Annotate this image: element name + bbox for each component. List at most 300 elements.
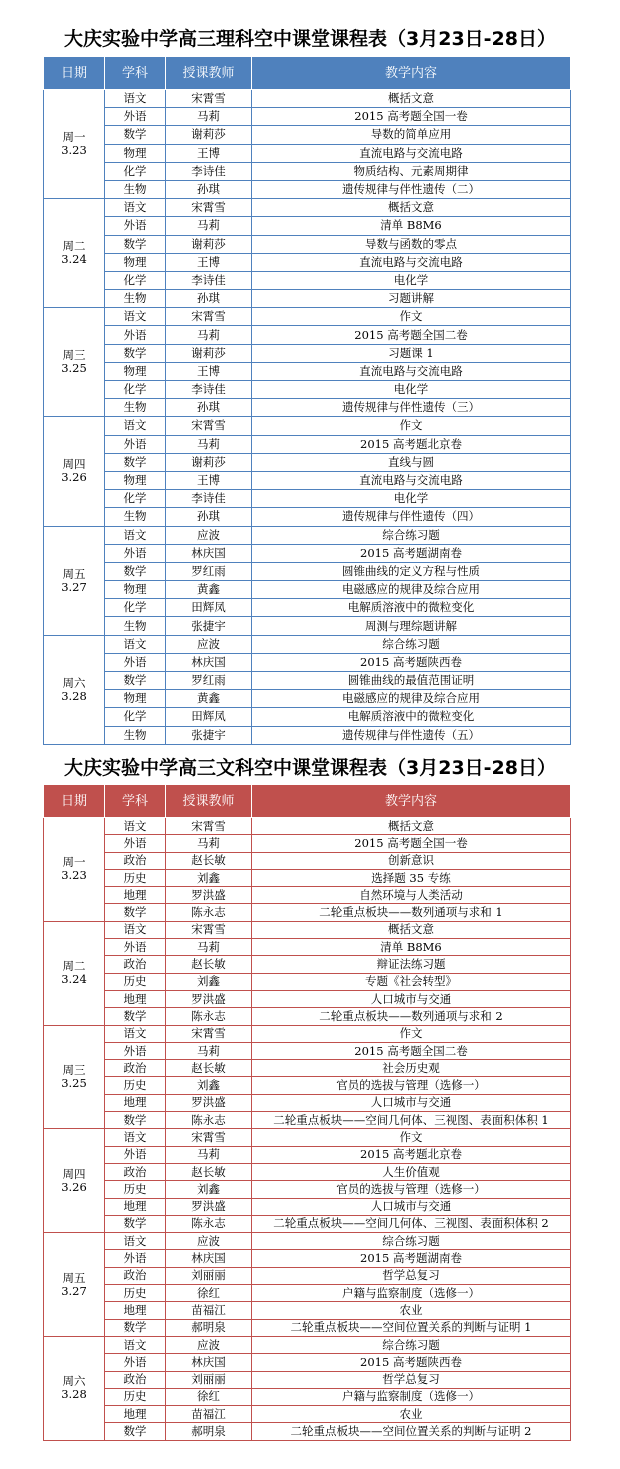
subject-cell: 外语 [105,653,166,671]
table-row [44,471,571,489]
content-cell: 人口城市与交通 [252,1094,571,1111]
table-row [44,453,571,471]
arts-title: 大庆实验中学高三文科空中课堂课程表（3月23日-28日） [64,757,556,779]
teacher-cell: 田辉凤 [166,599,252,617]
table-row [44,126,571,144]
teacher-cell: 马莉 [166,1146,252,1163]
date-label: 3.26 [61,470,87,485]
table-row [44,1129,571,1146]
teacher-cell: 赵长敏 [166,852,252,869]
teacher-cell: 王博 [166,144,252,162]
teacher-cell: 陈永志 [166,1112,252,1129]
teacher-cell: 张捷宇 [166,726,252,744]
content-cell: 户籍与监察制度（选修一） [252,1285,571,1302]
teacher-cell: 宋霄雪 [166,199,252,217]
table-row [44,690,571,708]
content-cell: 二轮重点板块——数列通项与求和 1 [252,904,571,921]
teacher-cell: 应波 [166,1336,252,1353]
teacher-cell: 罗洪盛 [166,887,252,904]
teacher-cell: 罗洪盛 [166,1198,252,1215]
teacher-cell: 张捷宇 [166,617,252,635]
table-row [44,973,571,990]
teacher-cell: 马莉 [166,835,252,852]
table-row [44,635,571,653]
table-row [44,253,571,271]
subject-cell: 生物 [105,617,166,635]
table-row [44,1302,571,1319]
science-schedule-table [43,56,571,745]
teacher-cell: 谢莉莎 [166,453,252,471]
content-cell: 导数与函数的零点 [252,235,571,253]
content-cell: 选择题 35 专练 [252,869,571,886]
content-cell: 人生价值观 [252,1163,571,1180]
arts-table-body [44,818,571,1441]
table-row [44,162,571,180]
content-cell: 概括文意 [252,921,571,938]
teacher-cell: 孙琪 [166,180,252,198]
header-subject: 学科 [105,57,166,90]
teacher-cell: 应波 [166,526,252,544]
teacher-cell: 马莉 [166,217,252,235]
content-cell: 综合练习题 [252,526,571,544]
day-cell [44,90,105,199]
subject-cell: 外语 [105,835,166,852]
header-teacher: 授课教师 [166,57,252,90]
subject-cell: 生物 [105,180,166,198]
science-table-body [44,90,571,745]
teacher-cell: 陈永志 [166,1215,252,1232]
table-row [44,435,571,453]
content-cell: 哲学总复习 [252,1371,571,1388]
teacher-cell: 林庆国 [166,653,252,671]
teacher-cell: 刘鑫 [166,1077,252,1094]
content-cell: 遗传规律与伴性遗传（五） [252,726,571,744]
teacher-cell: 刘丽丽 [166,1267,252,1284]
teacher-cell: 赵长敏 [166,956,252,973]
subject-cell: 数学 [105,562,166,580]
subject-cell: 数学 [105,126,166,144]
content-cell: 人口城市与交通 [252,1198,571,1215]
subject-cell: 地理 [105,887,166,904]
day-cell [44,818,105,922]
teacher-cell: 马莉 [166,1042,252,1059]
content-cell: 电磁感应的规律及综合应用 [252,581,571,599]
table-row [44,1250,571,1267]
subject-cell: 数学 [105,904,166,921]
content-cell: 2015 高考题全国二卷 [252,1042,571,1059]
teacher-cell: 马莉 [166,108,252,126]
teacher-cell: 宋霄雪 [166,1129,252,1146]
weekday-label: 周三 [62,348,86,363]
table-row [44,1285,571,1302]
content-cell: 概括文意 [252,818,571,835]
weekday-label: 周五 [62,566,86,581]
table-row [44,180,571,198]
subject-cell: 语文 [105,417,166,435]
header-subject: 学科 [105,785,166,818]
teacher-cell: 王博 [166,471,252,489]
content-cell: 2015 高考题北京卷 [252,1146,571,1163]
table-row [44,508,571,526]
table-row [44,1198,571,1215]
content-cell: 遗传规律与伴性遗传（四） [252,508,571,526]
subject-cell: 语文 [105,921,166,938]
header-teacher: 授课教师 [166,785,252,818]
table-row [44,526,571,544]
teacher-cell: 孙琪 [166,508,252,526]
table-row [44,672,571,690]
content-cell: 综合练习题 [252,1336,571,1353]
subject-cell: 历史 [105,1388,166,1405]
subject-cell: 语文 [105,1025,166,1042]
content-cell: 2015 高考题全国二卷 [252,326,571,344]
table-row [44,1371,571,1388]
subject-cell: 历史 [105,1285,166,1302]
subject-cell: 化学 [105,490,166,508]
table-row [44,544,571,562]
content-cell: 直线与圆 [252,453,571,471]
teacher-cell: 黄鑫 [166,690,252,708]
arts-schedule-table [43,784,571,1441]
table-row [44,653,571,671]
subject-cell: 语文 [105,1336,166,1353]
weekday-label: 周四 [62,457,86,472]
table-row [44,362,571,380]
content-cell: 概括文意 [252,90,571,108]
content-cell: 作文 [252,417,571,435]
table-row [44,144,571,162]
subject-cell: 物理 [105,471,166,489]
teacher-cell: 应波 [166,635,252,653]
content-cell: 遗传规律与伴性遗传（三） [252,399,571,417]
day-cell [44,526,105,635]
content-cell: 直流电路与交流电路 [252,144,571,162]
subject-cell: 生物 [105,399,166,417]
teacher-cell: 徐红 [166,1285,252,1302]
table-row [44,990,571,1007]
subject-cell: 外语 [105,1354,166,1371]
table-row [44,562,571,580]
subject-cell: 外语 [105,1250,166,1267]
table-row [44,1094,571,1111]
table-row [44,1060,571,1077]
content-cell: 自然环境与人类活动 [252,887,571,904]
content-cell: 官员的选拔与管理（选修一） [252,1077,571,1094]
date-label: 3.23 [61,143,87,158]
teacher-cell: 徐红 [166,1388,252,1405]
content-cell: 二轮重点板块——空间几何体、三视图、表面积体积 2 [252,1215,571,1232]
subject-cell: 数学 [105,1008,166,1025]
subject-cell: 数学 [105,453,166,471]
table-row [44,1336,571,1353]
day-cell [44,1233,105,1337]
subject-cell: 数学 [105,1215,166,1232]
teacher-cell: 马莉 [166,939,252,956]
table-row [44,956,571,973]
table-row [44,617,571,635]
subject-cell: 物理 [105,690,166,708]
content-cell: 哲学总复习 [252,1267,571,1284]
subject-cell: 政治 [105,1163,166,1180]
teacher-cell: 田辉凤 [166,708,252,726]
table-row [44,581,571,599]
subject-cell: 数学 [105,1319,166,1336]
subject-cell: 语文 [105,1233,166,1250]
content-cell: 电解质溶液中的微粒变化 [252,599,571,617]
teacher-cell: 谢莉莎 [166,344,252,362]
table-row [44,1354,571,1371]
content-cell: 圆锥曲线的定义方程与性质 [252,562,571,580]
content-cell: 2015 高考题全国一卷 [252,108,571,126]
table-row [44,108,571,126]
day-cell [44,308,105,417]
table-row [44,199,571,217]
table-row [44,235,571,253]
subject-cell: 历史 [105,869,166,886]
subject-cell: 外语 [105,435,166,453]
science-title: 大庆实验中学高三理科空中课堂课程表（3月23日-28日） [64,28,556,50]
content-cell: 电磁感应的规律及综合应用 [252,690,571,708]
table-row [44,1025,571,1042]
subject-cell: 化学 [105,162,166,180]
content-cell: 导数的简单应用 [252,126,571,144]
teacher-cell: 刘鑫 [166,869,252,886]
subject-cell: 历史 [105,1181,166,1198]
table-row [44,1146,571,1163]
teacher-cell: 孙琪 [166,290,252,308]
teacher-cell: 林庆国 [166,1250,252,1267]
date-label: 3.26 [61,1179,87,1194]
header-content: 教学内容 [252,57,571,90]
content-cell: 二轮重点板块——数列通项与求和 2 [252,1008,571,1025]
teacher-cell: 李诗佳 [166,381,252,399]
subject-cell: 数学 [105,672,166,690]
subject-cell: 外语 [105,544,166,562]
subject-cell: 政治 [105,1371,166,1388]
table-row [44,1077,571,1094]
date-label: 3.23 [61,868,87,883]
header-date: 日期 [44,57,105,90]
day-cell [44,417,105,526]
content-cell: 创新意识 [252,852,571,869]
science-table-header [44,57,571,90]
teacher-cell: 苗福江 [166,1302,252,1319]
content-cell: 2015 高考题湖南卷 [252,544,571,562]
subject-cell: 语文 [105,818,166,835]
teacher-cell: 宋霄雪 [166,308,252,326]
teacher-cell: 宋霄雪 [166,818,252,835]
teacher-cell: 马莉 [166,435,252,453]
weekday-label: 周四 [62,1166,86,1181]
teacher-cell: 王博 [166,253,252,271]
content-cell: 电化学 [252,271,571,289]
subject-cell: 物理 [105,144,166,162]
arts-table-header [44,785,571,818]
content-cell: 电化学 [252,490,571,508]
subject-cell: 地理 [105,1406,166,1423]
teacher-cell: 刘鑫 [166,973,252,990]
subject-cell: 外语 [105,1146,166,1163]
subject-cell: 政治 [105,852,166,869]
teacher-cell: 林庆国 [166,1354,252,1371]
teacher-cell: 刘鑫 [166,1181,252,1198]
content-cell: 电化学 [252,381,571,399]
table-row [44,308,571,326]
teacher-cell: 陈永志 [166,904,252,921]
content-cell: 社会历史观 [252,1060,571,1077]
content-cell: 作文 [252,1025,571,1042]
teacher-cell: 谢莉莎 [166,235,252,253]
content-cell: 直流电路与交流电路 [252,362,571,380]
subject-cell: 政治 [105,1060,166,1077]
subject-cell: 生物 [105,726,166,744]
content-cell: 辩证法练习题 [252,956,571,973]
day-cell [44,635,105,744]
table-row [44,708,571,726]
table-row [44,1215,571,1232]
teacher-cell: 应波 [166,1233,252,1250]
table-row [44,217,571,235]
teacher-cell: 罗洪盛 [166,990,252,1007]
subject-cell: 地理 [105,1302,166,1319]
subject-cell: 地理 [105,1198,166,1215]
subject-cell: 外语 [105,1042,166,1059]
table-row [44,399,571,417]
teacher-cell: 郝明泉 [166,1319,252,1336]
teacher-cell: 宋霄雪 [166,417,252,435]
teacher-cell: 罗红雨 [166,672,252,690]
teacher-cell: 王博 [166,362,252,380]
content-cell: 清单 B8M6 [252,939,571,956]
teacher-cell: 宋霄雪 [166,921,252,938]
weekday-label: 周一 [62,130,86,145]
content-cell: 二轮重点板块——空间位置关系的判断与证明 2 [252,1423,571,1440]
content-cell: 二轮重点板块——空间位置关系的判断与证明 1 [252,1319,571,1336]
teacher-cell: 刘丽丽 [166,1371,252,1388]
subject-cell: 外语 [105,108,166,126]
content-cell: 作文 [252,308,571,326]
content-cell: 农业 [252,1406,571,1423]
teacher-cell: 林庆国 [166,544,252,562]
teacher-cell: 罗洪盛 [166,1094,252,1111]
teacher-cell: 孙琪 [166,399,252,417]
table-row [44,1423,571,1440]
date-label: 3.24 [61,252,87,267]
subject-cell: 生物 [105,508,166,526]
content-cell: 圆锥曲线的最值范围证明 [252,672,571,690]
table-row [44,1042,571,1059]
content-cell: 作文 [252,1129,571,1146]
subject-cell: 外语 [105,939,166,956]
day-cell [44,921,105,1025]
table-row [44,887,571,904]
subject-cell: 政治 [105,956,166,973]
table-row [44,1181,571,1198]
subject-cell: 历史 [105,1077,166,1094]
subject-cell: 数学 [105,344,166,362]
teacher-cell: 赵长敏 [166,1163,252,1180]
table-row [44,1163,571,1180]
weekday-label: 周二 [62,239,86,254]
subject-cell: 物理 [105,362,166,380]
content-cell: 专题《社会转型》 [252,973,571,990]
table-row [44,939,571,956]
subject-cell: 语文 [105,199,166,217]
subject-cell: 语文 [105,308,166,326]
table-row [44,90,571,108]
weekday-label: 周六 [62,675,86,690]
weekday-label: 周一 [62,855,86,870]
subject-cell: 化学 [105,708,166,726]
subject-cell: 数学 [105,1423,166,1440]
table-row [44,818,571,835]
table-row [44,1406,571,1423]
content-cell: 2015 高考题陕西卷 [252,1354,571,1371]
subject-cell: 语文 [105,90,166,108]
table-row [44,271,571,289]
weekday-label: 周五 [62,1270,86,1285]
teacher-cell: 郝明泉 [166,1423,252,1440]
teacher-cell: 李诗佳 [166,490,252,508]
date-label: 3.27 [61,579,87,594]
table-row [44,490,571,508]
content-cell: 物质结构、元素周期律 [252,162,571,180]
teacher-cell: 赵长敏 [166,1060,252,1077]
content-cell: 周测与理综题讲解 [252,617,571,635]
table-row [44,852,571,869]
table-row [44,921,571,938]
day-cell [44,1129,105,1233]
teacher-cell: 宋霄雪 [166,1025,252,1042]
table-row [44,1267,571,1284]
table-row [44,835,571,852]
teacher-cell: 黄鑫 [166,581,252,599]
content-cell: 综合练习题 [252,1233,571,1250]
content-cell: 二轮重点板块——空间几何体、三视图、表面积体积 1 [252,1112,571,1129]
content-cell: 官员的选拔与管理（选修一） [252,1181,571,1198]
content-cell: 概括文意 [252,199,571,217]
teacher-cell: 李诗佳 [166,162,252,180]
content-cell: 2015 高考题陕西卷 [252,653,571,671]
table-row [44,1319,571,1336]
teacher-cell: 李诗佳 [166,271,252,289]
subject-cell: 化学 [105,381,166,399]
table-row [44,326,571,344]
teacher-cell: 罗红雨 [166,562,252,580]
subject-cell: 语文 [105,635,166,653]
subject-cell: 物理 [105,581,166,599]
subject-cell: 外语 [105,326,166,344]
date-label: 3.28 [61,1387,87,1402]
content-cell: 人口城市与交通 [252,990,571,1007]
day-cell [44,199,105,308]
content-cell: 农业 [252,1302,571,1319]
weekday-label: 周二 [62,959,86,974]
subject-cell: 语文 [105,1129,166,1146]
teacher-cell: 马莉 [166,326,252,344]
table-row [44,417,571,435]
date-label: 3.25 [61,1075,87,1090]
teacher-cell: 苗福江 [166,1406,252,1423]
subject-cell: 历史 [105,973,166,990]
subject-cell: 化学 [105,271,166,289]
table-row [44,1008,571,1025]
table-row [44,726,571,744]
content-cell: 2015 高考题湖南卷 [252,1250,571,1267]
subject-cell: 地理 [105,990,166,1007]
content-cell: 习题课 1 [252,344,571,362]
subject-cell: 化学 [105,599,166,617]
